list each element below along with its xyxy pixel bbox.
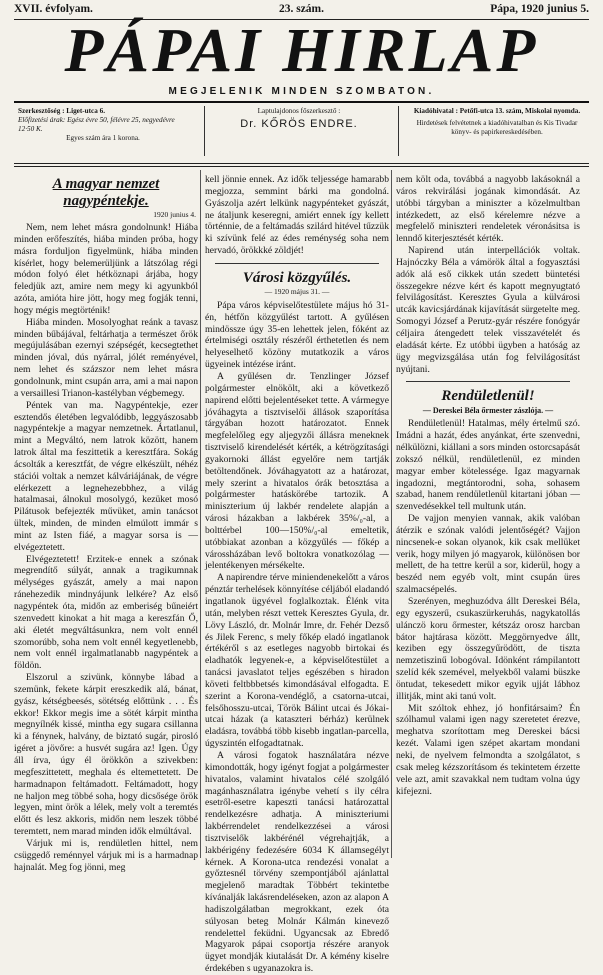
column-divider [200, 170, 201, 858]
info-right [406, 107, 588, 137]
article-paragraph: Pápa város képviselőtestülete május hó 31-én, hétfőn közgyűlést tartott. A gyűlésen mindössze úgy 35-en lehettek jelen, fóként az értelmiségi osztály részéről érthetetlen és nem helyeselhető közöny mutatkozik a város ügyeinek intézése iránt. [205, 299, 389, 371]
info-divider [398, 106, 399, 156]
article-continuation: nem költ oda, továbbá a nagyobb lakásoknál a város rekvirálási jogának kimondását. Az utóbbi tárgyban a miniszter a közelmultban intézkedett, az első kérelemre nézve a megfelelő miniszteri rendeletek véronásitsa is lenndő kiterjesztését kérték. [396, 174, 580, 245]
article-paragraph: A napirendre térve miniendenekelőtt a város pénztár terhelések könnyítése céljából eladandó ingatlanok ügyével foglalkoztak. Élénk vita után, melyben részt vettek Keresztes Gyula, dr. Lövy László, dr. Molnár Imre, dr. Fehér Dezső és Jilek Ferenc, s mely főkép eladó ingatlanok értékéről s az esetleges nagyobb birtokai és eladhatók legyenek-e, a képviselőtestület a tanácsi javaslatot teljes egészében s hiradon követi feltbbbetsés kimondásával elfogadta. E szerint a Korona-vendéglő, a csatorna-utcai, felsőhosszu-utcai, Török Bálint utcai és Jókai-utcai házak (a kataszteri bérház) kerülnek eladásra, továbbá több kisebb ingatlan-parcella, úgyszintén elfogadtatnak. [205, 572, 389, 750]
issue-number: 23. szám. [278, 3, 325, 15]
article-paragraph: Elvégeztetett! Erzitek-e ennek a szónak megrendítő súlyát, annak a tragikumnak mélységes gyászát, amely a mai napon ránehezedik mindnyájunk lelkére? Az első nagypéntek óta, midőn az emberiség bűneiért szenvedett kinokat a hit maga a kereszfán Ő, aki életét megváltásunkra, nem volt ennél szomorúbb, soha nem volt ennél kegyetlenebb, nem volt ennél irgalmatlanabb nagypéntek a földön. [14, 553, 198, 672]
issue-date: Pápa, 1920 junius 5. [490, 3, 589, 15]
editor-name: Dr. KŐRÖS ENDRE. [240, 118, 358, 130]
subscription-prices: Előfizetési árak: Egész évre 50, félévre 25, negyedévre 12·50 K. [18, 116, 175, 133]
article-paragraph: A gyűlésen dr. Tenzlinger József polgármester elnökölt, aki a következő napirend előtti bejelentéseket tette. A vármegye jóváhagyta a tisztviselői állások szaporítása tárgyában hozott határozatot. Ennek megfelelőleg egy aljegyzői állásra meneknek tisztviselő kirendelését kérték, a kétrögzítasági gyakornoki állást egyelőre nem tartják betöltendőnek. Jóváhagyatott az a határozat, mely szerint a hivatalos órák betosztása a polgármester hatáskörébe tartozik. A miniszterium új lakbér rendelete alapján a városi házakban a lakbérek 35%/₀-al, a bolttérbel 100—150%/₀-al emeltetik, utóbbiakat azonban a közgyűlés — főkép a várossházában levő boltokra vonatkozólag — jelentékenyen mérsékelte. [205, 370, 389, 572]
column-1 [14, 174, 198, 873]
info-bar [14, 103, 589, 159]
article-paragraph: Péntek van ma. Nagypéntekje, ezer esztendős életében legvalódibb, leggyászosabb nagypéntekje a magyar nemzetnek. Ártatlanul, mint a Megváltó, nem latrok között, hanem latrok által ma feszittetik a keresztfára. Sokág ácsolták a keresztfát, de végre elkészült, néhéz stációi voltak a nemzet kálváriájának, de végre elérkezett a legnehezebbhez, a világ hatalmasai, álnokul mosolygó, kezüket mosó Pilátusok befejezték művüket, amin tanácsot ültek, minden, de minden elmúlott immár s mint az Isten fiáé, a magyar sorsa is — elvégeztetett. [14, 399, 198, 553]
info-left [18, 107, 188, 143]
column-divider [391, 170, 392, 858]
article-paragraph: Várjuk mi is, rendületlen hittel, nem csüggedő reménnyel várjuk mi is a harmadnap hajnalát. Meg fog jönni, meg [14, 837, 198, 873]
article-paragraph: A városi fogatok használatára nézve kimondották, hogy igényt fogjat a polgármester hivatalos, valamint hivatalos célé szolgáló magánhasználatra igénybe vehetí s ily célra esetről-esetre kapeszti tanácsi határozattal rendelkezésre adhatja. A miniszteriumi lakbérrendelet rendelkezzései a városi tisztviselők lakbérénél végrehajtják, a lakbérigény fedezésére 6034 K államsegélyt kérnek. A Korona-utca rendezési vonalat a győztesnél törvény szempontjából ajánlattal megjelenő maradtak Többért tekintetbe kívánalják lakásrendeléseken, azon az alapon A hadiszolgálatban megrokkant, ezek óta súlyosan beteg Molnár Kálmán kinevező rendelettel feküdni. Ugyancsak az Ebredő Magyarok pápai csoportja részére aranyok ügyet mondják kiutalását Dr. A kémény kiselre érdekében s ugyanazokra is. [205, 749, 389, 975]
article-paragraph: Napirend után interpellációk voltak. Hajnóczky Béla a vámörök által a fogyasztási adók alá eső cikkek után szedett büntetési összegekre nézve kért és kapott megnyugtató felvilágosítást. Keresztes Gyula a külvárosi utcák kavicsjárdának kijavítását sürgetelte meg. Somogyi József a Perutz-gyár részére fonógyár céljaira átengedett telek visszavételét és eladását kérte. Ez utóbbi ügyben a hatóság az ügy megvizsgálása után fog felvilágosítást nyújtani. [396, 245, 580, 375]
newspaper-title: PÁPAI HIRLAP [64, 17, 539, 85]
article-byline: — Dereskei Béla őrmester zászlója. — [422, 406, 554, 416]
article-title: Rendületlenül! [441, 388, 535, 405]
owner-label: Laptulajdonos főszerkesztő : [257, 107, 341, 115]
article-paragraph: Szerényen, meghuzódva állt Dereskei Béla, egy egyszerű, csukaszürkeruhás, nagykatollás ulánczö koru őrmester, kétszáz orosz harcban bátor hajtárasa között. Meggörnyedve állt, keziben egy összegyűrödött, de tiszta nemzetiszinű lobogóval. Idönként rámpilantott szelíd kék szemével, melyekből valami büszke öntudat, tekesedett mikor egyik ujját lábhoz illitják, mint aki tanú volt. [396, 596, 580, 702]
article-date: 1920 junius 4. [153, 210, 196, 219]
advertising-note: Hirdetések felvétetnek a kiadóhivatalban és Kis Tivadar könyv- és papirkereskedésében. [416, 119, 578, 136]
editorial-office: Szerkesztőség : Liget-utca 6. [18, 107, 106, 115]
info-rule-top [14, 163, 589, 164]
article-title: Városi közgyűlés. [242, 269, 352, 286]
publisher-office: Kiadóhivatal : Petőfi-utca 13. szám, Miskolai nyomda. [413, 107, 581, 115]
article-paragraph: Rendületlenül! Hatalmas, mély értelmű szó. Imádni a hazát, édes anyánkat, érte szenvedni, nélkülözni, kiállani a sors minden ostorcsapását zokszó nélkül, rendületlenül, ez minden magyar ember kötelessége. Igaz magyarnak ingadozni, megtántorodni, soha, sohasem szabad, hanem rendületlenül kitartani jóban — szenvedésekkel tell multunk után. [396, 418, 580, 513]
article-date: — 1920 május 31. — [264, 286, 330, 296]
article-paragraph: Mit szóltok ehhez, jó honfitársaim? Én szólhamul valami igen nagy szeretetet érezve, meghatva szorítottam meg Dereskei bácsi kezét. Valami igen szépet akartam mondani neki, de nyelvem felmondta a szolgálatot, s csak meleg kézszorításom és tekintetem érzette vele azt, amit szavakkal nem tudtam volna úgy kifejezni. [396, 702, 580, 797]
article-paragraph: Hiába minden. Mosolyoghat reánk a tavasz minden bűbájával, feltárhatja a természet őrök megújulásában ezernyi szépségét, kecsegtethet minden jóval, dús nyárral, jólét reményével, nem lehet és százszor nem lehet másra gondolnunk, mint csupán arra, ami a mai napon a versaillesi Trianon-kastélyban végbemegy. [14, 316, 198, 399]
article-continuation: kell jönnie ennek. Az idők teljessége hamarabb megjozza, semmint bárki ma gondolná. Gyászolja azért lelkünk nagypénteket gyászát, ne átaljunk keseregni, amiért ennek így kellett történnie, de a feltámadás szilárd hitével tűzzük ki szívünk felé az édes reménység soha nem hervadó, örökkké zöldjét! [205, 174, 389, 257]
single-copy-price: Egyes szám ára 1 korona. [66, 134, 140, 142]
article-title: A magyar nemzet nagypéntekje. [52, 176, 160, 209]
info-middle [214, 107, 384, 129]
article-paragraph: Elszorul a szivünk, könnybe lábad a szemünk, fekete kárpit ereszkedik alá, bánat, gyász, kétségbeesés, sötétség előttünk . . . És ekkor! Ekkor megis ime a sötét kárpit mintha megnyílnék kissé, mintha egy sugara csillanna ki a fénynek, halvány, de biztató sugár, pirosló igéret a jövőre: a husvét sugára az! Igen. Úgy áll írva, úgy él örökkön a szivekben: megfeszittetett, meghala és eltemettetett. De harmadnapon feltámadott. Feltámadott, hogy ne haljon meg többé soha, hogy dicsősége örök legyen, mint örök a lélek, mely volt a teremtés előtt és lesz akkoris, midőn nem leszek többé teremtett, nem marad minden idők elmúltával. [14, 672, 198, 838]
article-divider [215, 263, 379, 264]
column-2 [205, 174, 389, 975]
info-divider [204, 106, 205, 156]
volume-label: XVII. évfolyam. [14, 3, 93, 15]
article-divider [406, 381, 570, 382]
article-paragraph: Nem, nem lehet másra gondolnunk! Hiába minden erőfeszítés, hiába minden próba, hogy másra forduljon figyelmünk, hiába minden kísérlet, hogy belemerüljünk a látszólag régi módon folyó élet hétköznapi árjába, hogy feledjük azt, amire nem megy ki agyunkból azóta, amióta hire jött, hogy meg fogják tenni, hogy mégis megtörténik! [14, 222, 198, 316]
article-paragraph: De vajjon menyien vannak, akik valóban átérzik e szónak valódi jelentőségét? Vajjon nincsenek-e sokan olyanok, kik csak mellüket verik, hogy milyen jó magyarok, különösen bor mellett, de ha tettre kerül a sor, kiderül, hogy a beszéd nem egyéb volt, mint csupán üres szalmacsépelés. [396, 513, 580, 596]
column-3 [396, 174, 580, 797]
info-rule-bottom [14, 166, 589, 167]
newspaper-subtitle: MEGJELENIK MINDEN SZOMBATON. [168, 86, 435, 97]
